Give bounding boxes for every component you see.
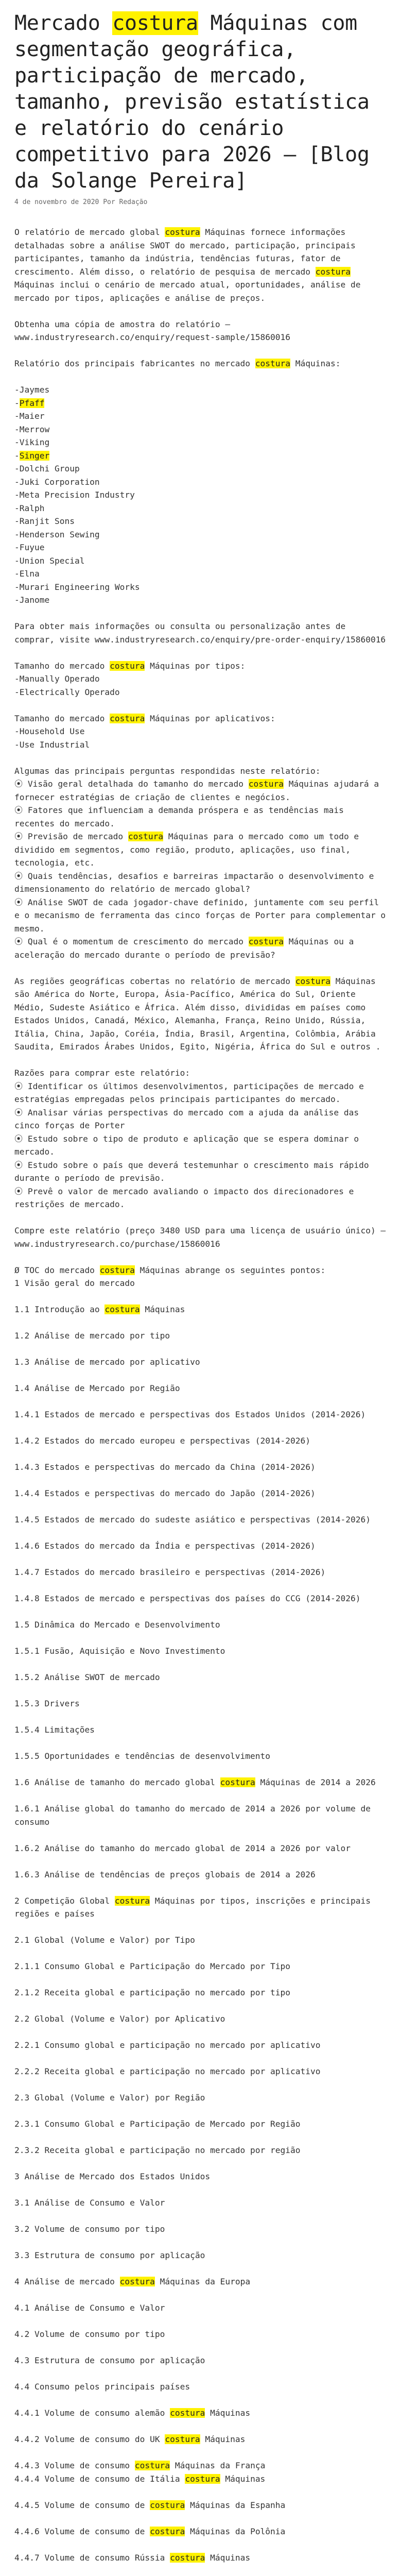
title-part: Mercado	[14, 11, 113, 35]
paragraph: 4.4.5 Volume de consumo de costura Máquinas da Espanha	[14, 2500, 286, 2510]
paragraph: 2 Competição Global costura Máquinas por tipos, inscrições e principais regiões e países	[14, 1895, 376, 1919]
paragraph: 2.2.2 Receita global e participação no mercado por aplicativo	[14, 2066, 321, 2076]
paragraph: Tamanho do mercado costura Máquinas por tipos: -Manually Operado -Electrically Operado	[14, 660, 246, 697]
paragraph: 4.4.6 Volume de consumo de costura Máquinas da Polônia	[14, 2526, 286, 2536]
paragraph: 2.1.2 Receita global e participação no mercado por tipo	[14, 1988, 291, 1997]
paragraph: 4.4.3 Volume de consumo costura Máquinas da França 4.4.4 Volume de consumo de Itália costura Máquinas	[14, 2461, 266, 2484]
paragraph: 2.2 Global (Volume e Valor) por Aplicativo	[14, 2014, 225, 2024]
author-prefix: Por	[103, 198, 115, 206]
title-highlight: costura	[112, 11, 198, 35]
paragraph: 4.4.7 Volume de consumo Rússia costura Máquinas	[14, 2552, 251, 2563]
highlighted-term: costura	[119, 2277, 155, 2286]
highlighted-term: costura	[110, 713, 145, 723]
highlighted-term: Pfaff	[19, 398, 45, 408]
paragraph: 1.4.3 Estados e perspectivas do mercado da China (2014-2026)	[14, 1462, 316, 1472]
highlighted-term: costura	[150, 2500, 185, 2510]
paragraph: 1.4.6 Estados do mercado da Índia e perspectivas (2014-2026)	[14, 1541, 316, 1551]
paragraph: 1.4.4 Estados e perspectivas do mercado do Japão (2014-2026)	[14, 1488, 316, 1498]
highlighted-term: costura	[248, 937, 284, 946]
highlighted-term: costura	[315, 266, 351, 277]
title-part: Máquinas com segmentação geográfica, participação de mercado, tamanho, previsão estatística e relatório do cenário competitivo para 2026 – [Blog da Solange Pereira]	[14, 11, 370, 193]
paragraph: As regiões geográficas cobertas no relatório de mercado costura Máquinas são América do Norte, Europa, Ásia-Pacífico, América do Sul, Oriente Médio, Sudeste Asiático e África. Além disso, divididas em países como Estados Unidos, Canadá, México, Alemanha, França, Reino Unido, Rússia, Itália, China, Japão, Coréia, Índia, Brasil, Argentina, Colômbia, Arábia Saudita, Emirados Árabes Unidos, Egito, Nigéria, África do Sul e outros .	[14, 976, 381, 1052]
paragraph: 4.1 Análise de Consumo e Valor	[14, 2303, 165, 2313]
paragraph: -Jaymes -Pfaff -Maier -Merrow -Viking -Singer -Dolchi Group -Juki Corporation -Meta Precision Industry -Ralph -Ranjit Sons -Henderson Sewing -Fuyue -Union Special -Elna -Murari Engineering Works -Janome	[14, 385, 140, 605]
paragraph: Obtenha uma cópia de amostra do relatório – www.industryresearch.co/enquiry/request-sample/15860016	[14, 319, 291, 342]
paragraph: 1.4.8 Estados de mercado e perspectivas dos países do CCG (2014-2026)	[14, 1594, 361, 1603]
article-body	[14, 226, 391, 2576]
paragraph: Algumas das principais perguntas respondidas neste relatório: ⦿ Visão geral detalhada do tamanho do mercado costura Máquinas ajudará a fornecer estratégias de criação de clientes e negócios. ⦿ Fatores que influenciam a demanda próspera e as tendências mais recentes do mercado. ⦿ Previsão de mercado costura Máquinas para o mercado como um todo e dividido em segmentos, como região, produto, aplicações, uso final, tecnologia, etc. ⦿ Quais tendências, desafios e barreiras impactarão o desenvolvimento e dimensionamento do relatório de mercado global? ⦿ Análise SWOT de cada jogador-chave definido, juntamente com seu perfil e o mecanismo de ferramenta das cinco forças de Porter para complementar o mesmo. ⦿ Qual é o momentum de crescimento do mercado costura Máquinas ou a aceleração do mercado durante o período de previsão?	[14, 766, 386, 960]
paragraph: 1.5.5 Oportunidades e tendências de desenvolvimento	[14, 1751, 271, 1761]
highlighted-term: costura	[295, 976, 330, 986]
paragraph: 2.3 Global (Volume e Valor) por Região	[14, 2093, 205, 2103]
paragraph: Relatório dos principais fabricantes no mercado costura Máquinas:	[14, 359, 341, 368]
highlighted-term: costura	[165, 227, 200, 237]
paragraph: 2.2.1 Consumo global e participação no mercado por aplicativo	[14, 2040, 321, 2050]
highlighted-term: costura	[114, 1895, 150, 1906]
paragraph: 1.5 Dinâmica do Mercado e Desenvolvimento	[14, 1620, 220, 1630]
highlighted-term: costura	[255, 359, 291, 368]
paragraph: 4.4.2 Volume de consumo do UK costura Máquinas	[14, 2434, 246, 2444]
highlighted-term: costura	[165, 2434, 200, 2444]
paragraph: 1.6 Análise de tamanho do mercado global costura Máquinas de 2014 a 2026	[14, 1777, 376, 1787]
highlighted-term: Singer	[19, 450, 50, 461]
paragraph: 2.1 Global (Volume e Valor) por Tipo	[14, 1935, 195, 1945]
highlighted-term: costura	[110, 660, 145, 671]
highlighted-term: costura	[220, 1777, 255, 1787]
paragraph: 1.4.7 Estados do mercado brasileiro e perspectivas (2014-2026)	[14, 1567, 326, 1577]
paragraph: 3.1 Análise de Consumo e Valor	[14, 2198, 165, 2208]
paragraph: Compre este relatório (preço 3480 USD para uma licença de usuário único) – www.industryresearch.co/purchase/15860016	[14, 1226, 391, 1249]
paragraph: 1.3 Análise de mercado por aplicativo	[14, 1357, 200, 1367]
paragraph: Tamanho do mercado costura Máquinas por aplicativos: -Household Use -Use Industrial	[14, 713, 275, 750]
paragraph: 1.4.2 Estados do mercado europeu e perspectivas (2014-2026)	[14, 1436, 310, 1446]
paragraph: 1.6.2 Análise do tamanho do mercado global de 2014 a 2026 por valor	[14, 1843, 351, 1853]
paragraph: 1.4.1 Estados de mercado e perspectivas dos Estados Unidos (2014-2026)	[14, 1410, 366, 1419]
paragraph: Razões para comprar este relatório: ⦿ Identificar os últimos desenvolvimentos, participações de mercado e estratégias empregadas pelos principais participantes do mercado. ⦿ Analisar várias perspectivas do mercado com a ajuda da análise das cinco forças de Porter ⦿ Estudo sobre o tipo de produto e aplicação que se espera dominar o mercado. ⦿ Estudo sobre o país que deverá testemunhar o crescimento mais rápido durante o período de previsão. ⦿ Prevê o valor de mercado avaliando o impacto dos direcionadores e restrições de mercado.	[14, 1068, 369, 1209]
paragraph: 1.4.5 Estados de mercado do sudeste asiático e perspectivas (2014-2026)	[14, 1515, 371, 1524]
paragraph: 4.2 Volume de consumo por tipo	[14, 2329, 165, 2339]
paragraph: 4 Análise de mercado costura Máquinas da Europa	[14, 2277, 251, 2286]
paragraph: O relatório de mercado global costura Máquinas fornece informações detalhadas sobre a análise SWOT do mercado, participação, principais participantes, tamanho da indústria, tendências futuras, fator de crescimento. Além disso, o relatório de pesquisa de mercado costura Máquinas inclui o cenário de mercado atual, oportunidades, análise de mercado por tipos, aplicações e análise de preços.	[14, 227, 366, 303]
paragraph: 3 Análise de Mercado dos Estados Unidos	[14, 2172, 211, 2181]
paragraph: 1.4 Análise de Mercado por Região	[14, 1383, 180, 1393]
paragraph: Para obter mais informações ou consulta ou personalização antes de comprar, visite www.industryresearch.co/enquiry/pre-order-enquiry/15860016	[14, 621, 386, 645]
highlighted-term: costura	[134, 2461, 170, 2470]
paragraph: 4.4 Consumo pelos principais países	[14, 2382, 190, 2392]
highlighted-term: costura	[150, 2526, 185, 2536]
paragraph: 2.3.2 Receita global e participação no mercado por região	[14, 2145, 301, 2155]
highlighted-term: costura	[99, 1265, 135, 1275]
highlighted-term: costura	[170, 2552, 205, 2563]
paragraph: 1.5.3 Drivers	[14, 1699, 80, 1708]
highlighted-term: costura	[128, 832, 164, 841]
paragraph: 2.1.1 Consumo Global e Participação do Mercado por Tipo	[14, 1961, 291, 1971]
paragraph: Ø TOC do mercado costura Máquinas abrange os seguintes pontos: 1 Visão geral do mercado	[14, 1265, 326, 1288]
paragraph: 4.4.1 Volume de consumo alemão costura Máquinas	[14, 2408, 251, 2418]
highlighted-term: costura	[185, 2473, 220, 2484]
highlighted-term: costura	[248, 779, 284, 789]
paragraph: 1.5.4 Limitações	[14, 1725, 95, 1735]
article-meta	[14, 198, 387, 206]
highlighted-term: costura	[170, 2408, 205, 2418]
paragraph: 3.2 Volume de consumo por tipo	[14, 2224, 165, 2234]
paragraph: 1.1 Introdução ao costura Máquinas	[14, 1304, 185, 1314]
paragraph: 1.5.1 Fusão, Aquisição e Novo Investimento	[14, 1646, 225, 1656]
post-date: 4 de novembro de 2020	[14, 198, 99, 206]
paragraph: 1.5.2 Análise SWOT de mercado	[14, 1672, 160, 1682]
paragraph: 2.3.1 Consumo Global e Participação de Mercado por Região	[14, 2119, 301, 2129]
paragraph: 1.2 Análise de mercado por tipo	[14, 1331, 170, 1341]
paragraph: 1.6.3 Análise de tendências de preços globais de 2014 a 2026	[14, 1869, 316, 1879]
paragraph: 4.3 Estrutura de consumo por aplicação	[14, 2355, 205, 2365]
author-link[interactable]: Redação	[119, 198, 148, 206]
paragraph: 3.3 Estrutura de consumo por aplicação	[14, 2250, 205, 2260]
highlighted-term: costura	[104, 1304, 140, 1314]
article-title	[14, 10, 387, 194]
paragraph: 1.6.1 Análise global do tamanho do mercado de 2014 a 2026 por volume de consumo	[14, 1804, 376, 1827]
